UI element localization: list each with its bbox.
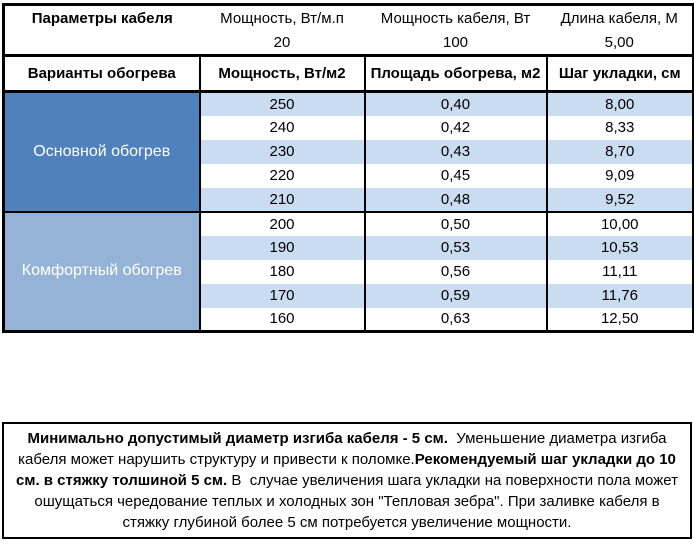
table-header-cell: Шаг укладки, см — [547, 56, 694, 92]
note-segment: В случае увеличения шага укладки на поверхности пола может ошущаться чередование теплых и холодных зон "Тепловая зебра". При заливке кабеля в стяжку глубиной более 5 см потребуется увеличение мощности. — [34, 472, 683, 531]
data-cell: 230 — [200, 140, 365, 164]
data-cell: 250 — [200, 92, 365, 116]
data-cell: 190 — [200, 236, 365, 260]
data-cell: 8,33 — [547, 116, 694, 140]
data-cell: 0,59 — [365, 284, 547, 308]
table-header-cell: Площадь обогрева, м2 — [365, 56, 547, 92]
note-segment: Минимально допустимый диаметр изгиба кабеля - 5 см. — [27, 430, 448, 447]
params-empty-cell — [4, 32, 200, 56]
params-value-cell: 100 — [365, 32, 547, 56]
group-cell: Комфортный обогрев — [4, 212, 200, 332]
data-cell: 160 — [200, 308, 365, 332]
data-cell: 8,00 — [547, 92, 694, 116]
params-title-cell: Параметры кабеля — [31, 10, 173, 28]
data-cell: 12,50 — [547, 308, 694, 332]
data-cell: 11,76 — [547, 284, 694, 308]
data-cell: 0,56 — [365, 260, 547, 284]
table-header-row — [4, 56, 694, 92]
params-label-cell: Мощность кабеля, Вт — [380, 10, 531, 28]
params-label-row — [4, 5, 694, 32]
data-cell: 9,52 — [547, 188, 694, 212]
data-cell: 220 — [200, 164, 365, 188]
data-cell: 170 — [200, 284, 365, 308]
data-cell: 180 — [200, 260, 365, 284]
note-box — [2, 422, 692, 539]
note-segment: Рекомендуемый шаг укладки до 10 см. в стяжку толшиной 5 см. — [16, 451, 681, 489]
table-header-cell: Варианты обогрева — [4, 56, 200, 92]
data-cell: 0,40 — [365, 92, 547, 116]
data-cell: 0,48 — [365, 188, 547, 212]
params-value-row — [4, 32, 694, 56]
data-cell: 8,70 — [547, 140, 694, 164]
note-segment: Уменьшение диаметра изгиба кабеля может нарушить структуру и привести к поломке. — [18, 430, 671, 468]
group-cell: Основной обогрев — [4, 92, 200, 212]
data-cell: 11,11 — [547, 260, 694, 284]
data-cell: 0,42 — [365, 116, 547, 140]
data-cell: 0,43 — [365, 140, 547, 164]
table-row — [4, 212, 694, 236]
params-label-cell: Длина кабеля, М — [560, 10, 678, 28]
params-label-cell: Мощность, Вт/м.п — [220, 10, 344, 28]
data-cell: 10,00 — [547, 212, 694, 236]
data-cell: 0,50 — [365, 212, 547, 236]
heating-parameters-table — [2, 3, 694, 333]
params-value-cell: 20 — [200, 32, 365, 56]
data-cell: 0,53 — [365, 236, 547, 260]
data-cell: 9,09 — [547, 164, 694, 188]
data-cell: 210 — [200, 188, 365, 212]
table-header-cell: Мощность, Вт/м2 — [200, 56, 365, 92]
data-cell: 0,63 — [365, 308, 547, 332]
data-cell: 10,53 — [547, 236, 694, 260]
params-value-cell: 5,00 — [547, 32, 694, 56]
table-row — [4, 92, 694, 116]
data-cell: 200 — [200, 212, 365, 236]
data-cell: 0,45 — [365, 164, 547, 188]
data-cell: 240 — [200, 116, 365, 140]
